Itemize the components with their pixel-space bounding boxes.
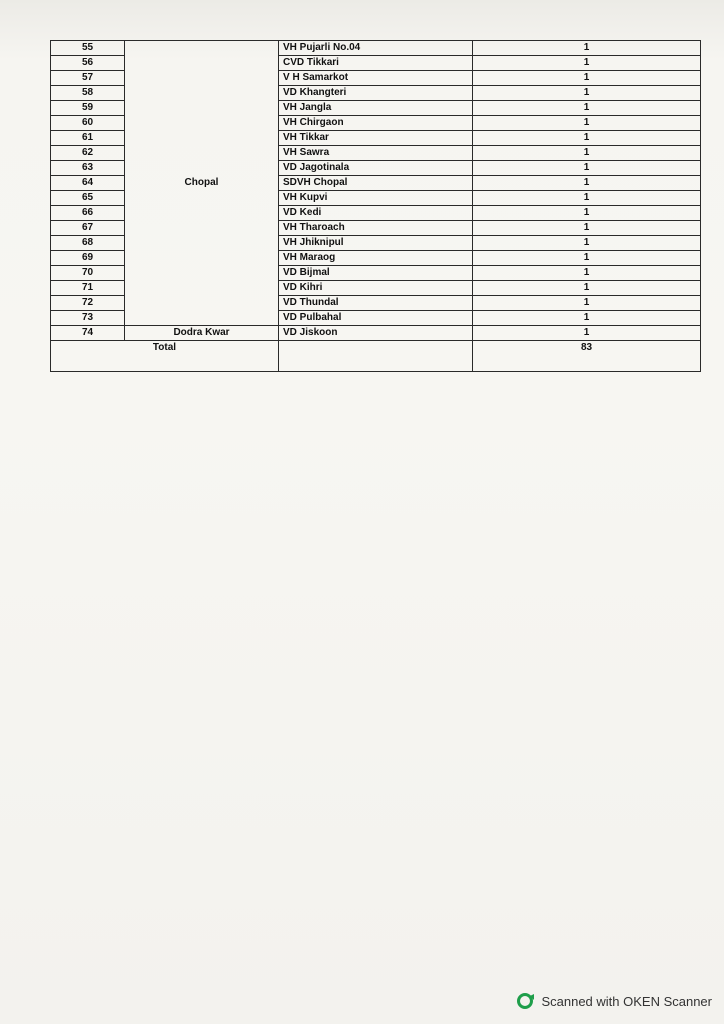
serial-number-cell: 64 bbox=[51, 176, 125, 191]
serial-number-cell: 63 bbox=[51, 161, 125, 176]
block-name-cell bbox=[125, 221, 279, 236]
serial-number-cell: 58 bbox=[51, 86, 125, 101]
block-name-cell: Chopal bbox=[125, 176, 279, 191]
institution-name-cell: VH Maraog bbox=[279, 251, 473, 266]
serial-number-cell: 56 bbox=[51, 56, 125, 71]
block-name-cell bbox=[125, 41, 279, 56]
count-cell: 1 bbox=[473, 281, 701, 296]
scanner-watermark bbox=[517, 992, 712, 1010]
institution-name-cell: VD Bijmal bbox=[279, 266, 473, 281]
total-label: Total bbox=[51, 341, 279, 372]
serial-number-cell: 61 bbox=[51, 131, 125, 146]
block-name-cell bbox=[125, 146, 279, 161]
serial-number-cell: 68 bbox=[51, 236, 125, 251]
serial-number-cell: 55 bbox=[51, 41, 125, 56]
serial-number-cell: 74 bbox=[51, 326, 125, 341]
table-row bbox=[51, 176, 701, 191]
table-row bbox=[51, 56, 701, 71]
institution-name-cell: VD Thundal bbox=[279, 296, 473, 311]
count-cell: 1 bbox=[473, 41, 701, 56]
count-cell: 1 bbox=[473, 176, 701, 191]
block-name-cell bbox=[125, 161, 279, 176]
table-row bbox=[51, 236, 701, 251]
institution-name-cell: VD Kihri bbox=[279, 281, 473, 296]
count-cell: 1 bbox=[473, 146, 701, 161]
serial-number-cell: 57 bbox=[51, 71, 125, 86]
table-row bbox=[51, 221, 701, 236]
institution-name-cell: VD Khangteri bbox=[279, 86, 473, 101]
table-row bbox=[51, 71, 701, 86]
serial-number-cell: 73 bbox=[51, 311, 125, 326]
serial-number-cell: 69 bbox=[51, 251, 125, 266]
block-name-cell bbox=[125, 296, 279, 311]
table-row bbox=[51, 161, 701, 176]
institution-name-cell: VD Kedi bbox=[279, 206, 473, 221]
serial-number-cell: 60 bbox=[51, 116, 125, 131]
institution-table bbox=[50, 40, 701, 372]
count-cell: 1 bbox=[473, 161, 701, 176]
institution-name-cell: VH Pujarli No.04 bbox=[279, 41, 473, 56]
block-name-cell bbox=[125, 191, 279, 206]
count-cell: 1 bbox=[473, 311, 701, 326]
institution-name-cell: VH Tharoach bbox=[279, 221, 473, 236]
institution-name-cell: VH Jangla bbox=[279, 101, 473, 116]
block-name-cell bbox=[125, 116, 279, 131]
oken-scanner-logo-icon bbox=[517, 992, 535, 1010]
institution-name-cell: VH Chirgaon bbox=[279, 116, 473, 131]
block-name-cell bbox=[125, 71, 279, 86]
table-row bbox=[51, 146, 701, 161]
institution-name-cell: V H Samarkot bbox=[279, 71, 473, 86]
count-cell: 1 bbox=[473, 206, 701, 221]
count-cell: 1 bbox=[473, 101, 701, 116]
serial-number-cell: 59 bbox=[51, 101, 125, 116]
table-row bbox=[51, 191, 701, 206]
block-name-cell: Dodra Kwar bbox=[125, 326, 279, 341]
institution-name-cell: VD Pulbahal bbox=[279, 311, 473, 326]
block-name-cell bbox=[125, 131, 279, 146]
block-name-cell bbox=[125, 266, 279, 281]
block-name-cell bbox=[125, 311, 279, 326]
total-value: 83 bbox=[473, 341, 701, 372]
serial-number-cell: 71 bbox=[51, 281, 125, 296]
count-cell: 1 bbox=[473, 116, 701, 131]
table-row bbox=[51, 296, 701, 311]
count-cell: 1 bbox=[473, 86, 701, 101]
table-row bbox=[51, 41, 701, 56]
count-cell: 1 bbox=[473, 191, 701, 206]
table-row bbox=[51, 251, 701, 266]
serial-number-cell: 70 bbox=[51, 266, 125, 281]
table-body bbox=[51, 41, 701, 341]
count-cell: 1 bbox=[473, 71, 701, 86]
table-row bbox=[51, 86, 701, 101]
table-row bbox=[51, 101, 701, 116]
institution-name-cell: SDVH Chopal bbox=[279, 176, 473, 191]
count-cell: 1 bbox=[473, 296, 701, 311]
block-name-cell bbox=[125, 281, 279, 296]
block-name-cell bbox=[125, 236, 279, 251]
table-row bbox=[51, 311, 701, 326]
table-row bbox=[51, 206, 701, 221]
count-cell: 1 bbox=[473, 266, 701, 281]
table-row bbox=[51, 281, 701, 296]
serial-number-cell: 62 bbox=[51, 146, 125, 161]
institution-name-cell: VH Kupvi bbox=[279, 191, 473, 206]
scanner-watermark-text: Scanned with OKEN Scanner bbox=[541, 993, 712, 1009]
serial-number-cell: 72 bbox=[51, 296, 125, 311]
serial-number-cell: 65 bbox=[51, 191, 125, 206]
count-cell: 1 bbox=[473, 236, 701, 251]
count-cell: 1 bbox=[473, 56, 701, 71]
block-name-cell bbox=[125, 251, 279, 266]
block-name-cell bbox=[125, 86, 279, 101]
total-empty-cell bbox=[279, 341, 473, 372]
institution-name-cell: CVD Tikkari bbox=[279, 56, 473, 71]
table-row bbox=[51, 326, 701, 341]
institution-name-cell: VH Jhiknipul bbox=[279, 236, 473, 251]
serial-number-cell: 67 bbox=[51, 221, 125, 236]
table-row bbox=[51, 131, 701, 146]
table-row bbox=[51, 266, 701, 281]
block-name-cell bbox=[125, 56, 279, 71]
institution-name-cell: VD Jagotinala bbox=[279, 161, 473, 176]
total-row bbox=[51, 341, 701, 372]
count-cell: 1 bbox=[473, 221, 701, 236]
count-cell: 1 bbox=[473, 326, 701, 341]
block-name-cell bbox=[125, 101, 279, 116]
institution-name-cell: VH Sawra bbox=[279, 146, 473, 161]
institution-name-cell: VH Tikkar bbox=[279, 131, 473, 146]
serial-number-cell: 66 bbox=[51, 206, 125, 221]
block-name-cell bbox=[125, 206, 279, 221]
table-row bbox=[51, 116, 701, 131]
count-cell: 1 bbox=[473, 131, 701, 146]
institution-name-cell: VD Jiskoon bbox=[279, 326, 473, 341]
count-cell: 1 bbox=[473, 251, 701, 266]
